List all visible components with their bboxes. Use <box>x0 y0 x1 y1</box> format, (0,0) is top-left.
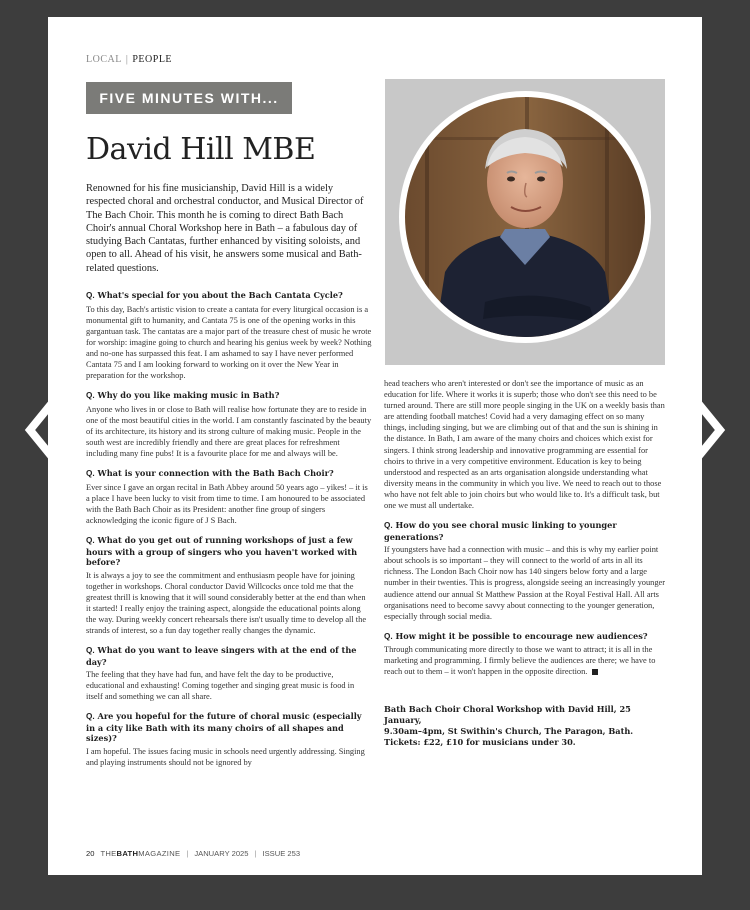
event-info <box>384 704 666 748</box>
event-info-line: Bath Bach Choir Choral Workshop with David Hill, 25 January, <box>384 703 631 725</box>
portrait-photo <box>399 91 651 343</box>
page-footer <box>86 849 300 858</box>
answer-text: It is always a joy to see the commitment and enthusiasm people have for joining together in workshops. Choral conductor David Willcocks once told me that the greatest thrill is knowing that it will sound considerably better at the end than when it started! I really enjoy the training aspect, alongside the educational points along the way. During weekly concert rehearsals there isn't usually time to develop all the strands of interest, so a fun day together really changes the dynamic. <box>86 570 367 635</box>
question-heading <box>86 290 372 302</box>
answer-text: Anyone who lives in or close to Bath will realise how fortunate they are to reside in one of the most beautiful cities in the world. I am constantly fascinated by the beauty of its architecture, its history and its strong culture of making music. People in the south west are incredibly friendly and there are great places for refreshment including many fine pubs! It is a favourite place for me and always will be. <box>86 404 372 459</box>
question-prefix: Q. <box>86 391 95 401</box>
question-heading <box>86 645 372 667</box>
question-prefix: Q. <box>86 291 95 300</box>
question-text: What do you get out of running workshops of just a few hours with a group of singers who you haven't worked with before? <box>86 535 358 567</box>
question-text: Are you hopeful for the future of choral music (especially in a city like Bath with its many choirs of all shapes and sizes)? <box>86 711 362 744</box>
answer-continuation: head teachers who aren't interested or don't see the importance of music as an education for life. Where it works it is superb; those who don't see this need to be turned around. There are still more people singing in the UK on a weekly basis than are attending football matches! Covid had a very damaging effect on so many things, including singing, but we are climbing out of that and the sun is shining in the distance. In Bath, I am aware of the many choirs and choices which exist for singers. I think strong leadership and innovative programming are essential for choirs to thrive in a very competitive environment. Education is key to being understood and respected as an arts organisation alongside understanding what diversity means in the community in which you live. We need to reach out to those who have not felt able to join choirs but who would like to. It's a difficult task, but one we must all undertake. <box>384 379 665 511</box>
event-info-line: 9.30am–4pm, St Swithin's Church, The Paragon, Bath. <box>384 725 634 736</box>
answer-text: Ever since I gave an organ recital in Bath Abbey around 50 years ago – yikes! – it is a place I have been lucky to visit from time to time. I am honoured to be associated with the Bath Bach Choir as its President: another fine group of singers acknowledging the iconic figure of J S Bach. <box>86 482 368 525</box>
magazine-logo <box>100 849 180 858</box>
answer-body: Through communicating more directly to those we want to attract; it is all in the marketing and programming. I firmly believe the audiences are there; we have to reach out to them – it won't happen in the opposite direction. <box>384 645 656 677</box>
question-prefix: Q. <box>384 521 393 531</box>
question-prefix: Q. <box>86 646 95 656</box>
brand-suffix: MAGAZINE <box>138 849 181 858</box>
section-label <box>86 54 172 65</box>
question-text: What do you want to leave singers with at the end of the day? <box>86 645 357 667</box>
section-subcategory: PEOPLE <box>132 54 173 65</box>
answer-text <box>384 644 666 677</box>
footer-divider: | <box>254 849 257 858</box>
page-number: 20 <box>86 849 95 858</box>
question-heading <box>384 631 666 643</box>
qa-block <box>384 631 666 678</box>
question-heading <box>384 520 666 542</box>
qa-block <box>384 520 666 622</box>
left-column <box>86 290 372 777</box>
article-headline: David Hill MBE <box>86 132 316 167</box>
answer-text: To this day, Bach's artistic vision to create a cantata for every liturgical occasion is a monumental gift to humanity, and Cantata 75 is one of the opening works in this gargantuan task. The cantatas are a major part of the treasure chest of music he wrote for worship: imagine going to church and hearing his genius week by week? Nothing and no-one has surpassed this feat. I am ashamed to say I have never performed Cantata 75 and I am looking forward to working on it over the New Year in preparation for the workshop. <box>86 304 372 381</box>
footer-divider: | <box>186 849 189 858</box>
feature-banner <box>86 82 292 114</box>
portrait-illustration <box>405 97 645 337</box>
question-text: How do you see choral music linking to younger generations? <box>384 520 617 542</box>
banner-text: FIVE MINUTES WITH... <box>99 90 279 106</box>
section-separator: | <box>125 54 129 65</box>
qa-block <box>86 711 372 768</box>
answer-text: The feeling that they have had fun, and have felt the day to be productive, educational and exhausting! Coming together and singing great music is food in itself and something we can all share. <box>86 670 355 702</box>
qa-block <box>86 290 372 381</box>
issue-date: JANUARY 2025 <box>194 849 249 858</box>
answer-text: I am hopeful. The issues facing music in schools need urgently addressing. Singing and playing instruments should not be ignored by <box>86 746 365 767</box>
section-category: LOCAL <box>86 54 122 65</box>
answer-text: If youngsters have had a connection with music – and this is why my earlier point about schools is so important – they will connect to the world of arts in all its richness. The London Bach Choir now has 140 singers below forty and a large number in their twenties. This is progress, alongside seeing an increasingly younger audience attend our annual St Matthew Passion at the Royal Festival Hall. All arts organisations need to become savvy about connecting to the younger generation, especially through social media. <box>384 545 666 621</box>
question-text: What's special for you about the Bach Cantata Cycle? <box>97 290 343 300</box>
end-mark-icon <box>592 669 598 675</box>
question-heading <box>86 468 372 480</box>
question-text: What is your connection with the Bath Bach Choir? <box>97 468 334 479</box>
article-intro: Renowned for his fine musicianship, David Hill is a widely respected choral and orchestral conductor, and Musical Director of The Bach Choir. This month he is coming to direct Bath Bach Choir's annual Choral Workshop here in Bath – a fabulous day of studying Bach Cantatas, further enhanced by visiting soloists, and open to all. Ahead of his visit, he answers some musical and Bath-related questions. <box>86 183 364 274</box>
question-prefix: Q. <box>86 712 95 722</box>
question-prefix: Q. <box>86 469 95 479</box>
magazine-page <box>48 17 702 875</box>
right-column <box>384 378 666 748</box>
question-heading <box>86 535 372 568</box>
qa-block <box>86 535 372 636</box>
qa-block <box>86 468 372 526</box>
brand-bold: BATH <box>116 849 139 858</box>
question-prefix: Q. <box>86 536 95 545</box>
brand-prefix: THE <box>100 849 117 858</box>
issue-number: ISSUE 253 <box>262 849 301 858</box>
question-text: How might it be possible to encourage new audiences? <box>395 630 648 641</box>
event-info-line: Tickets: £22, £10 for musicians under 30. <box>384 736 576 747</box>
question-prefix: Q. <box>384 631 393 641</box>
question-heading <box>86 390 372 402</box>
qa-block <box>86 390 372 459</box>
question-heading <box>86 711 372 744</box>
portrait-frame <box>385 79 665 365</box>
question-text: Why do you like making music in Bath? <box>97 390 280 401</box>
qa-block <box>86 645 372 702</box>
